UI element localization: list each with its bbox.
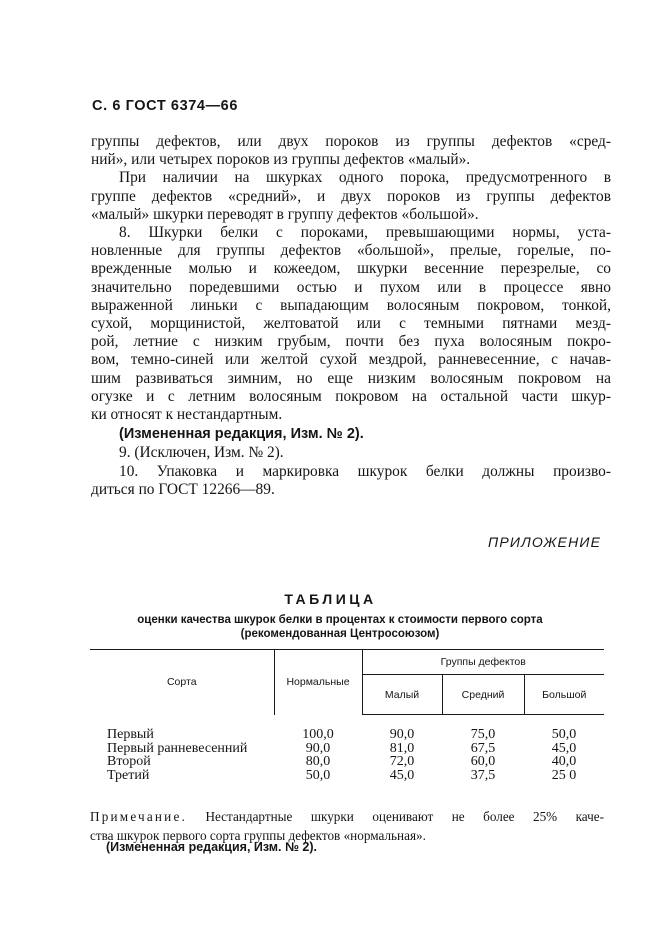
table-subtitle: оценки качества шкурок белки в процентах к стоимости первого сорта [137, 614, 543, 626]
header-medium: Средний [442, 675, 524, 715]
text-line: шим развиваться зимним, но еще низким волосяным покровом на [91, 369, 611, 387]
text-line: значительно поредевшими остью и пухом или в процессе явно [91, 278, 611, 296]
text-line: 9. (Исключен, Изм. № 2). [119, 444, 284, 462]
text-line: диться по ГОСТ 12266—89. [91, 480, 275, 498]
text-line: 10. Упаковка и маркировка шкурок белки должны произво- [119, 462, 611, 480]
cell-medium: 67,5 [470, 740, 496, 756]
text-line: группе дефектов «средний», и двух пороков из группы дефектов [91, 187, 611, 205]
text-line: При наличии на шкурках одного порока, предусмотренного в [119, 169, 611, 187]
text-line: сухой, морщинистой, желтоватой или с темными пятнами мезд- [91, 315, 611, 333]
header-small: Малый [362, 675, 442, 715]
header-large: Большой [524, 675, 604, 715]
amendment-note: (Измененная редакция, Изм. № 2). [106, 840, 317, 854]
cell-large: 40,0 [551, 754, 577, 769]
text-line: огузке и с летним волосяным покровом на остальной части шкур- [91, 387, 611, 405]
cell-large: 50,0 [551, 727, 577, 742]
text-line: вом, темно-синей или желтой сухой мездрой, ранневесенние, с начав- [91, 351, 611, 369]
cell-medium: 37,5 [470, 767, 496, 783]
text-line: ки относят к нестандартным. [91, 406, 283, 424]
table-row [90, 742, 604, 756]
cell-normal: 100,0 [302, 726, 334, 742]
body-text [91, 133, 611, 499]
text-line: ний», или четырех пороков из группы дефектов «малый». [91, 151, 471, 169]
cell-small: 90,0 [389, 727, 415, 742]
cell-large: 45,0 [551, 740, 577, 756]
cell-normal: 80,0 [305, 754, 331, 769]
header-defect-groups: Группы дефектов [362, 650, 604, 675]
text-line: группы дефектов, или двух пороков из группы дефектов «сред- [91, 133, 611, 150]
table-row [90, 769, 604, 783]
note-text: Нестандартные шкурки оценивают не более 25% каче- [205, 809, 605, 824]
cell-sort: Первый [107, 726, 154, 742]
text-line: новленные для группы дефектов «большой», прелые, горелые, по- [91, 242, 611, 260]
cell-sort: Второй [107, 754, 151, 769]
table-row [90, 715, 604, 742]
cell-small: 81,0 [389, 740, 415, 756]
quality-table [90, 649, 604, 782]
text-line: 8. Шкурки белки с пороками, превышающими нормы, уста- [119, 224, 611, 242]
page-header: С. 6 ГОСТ 6374—66 [92, 98, 239, 114]
cell-sort: Третий [107, 767, 150, 783]
appendix-label: ПРИЛОЖЕНИЕ [488, 534, 602, 550]
text-line: рой, летние с низким грубым, почти без пуха волосяным покро- [91, 333, 611, 351]
note-label: Примечание. [90, 809, 187, 824]
header-normal: Нормальные [274, 650, 362, 715]
amendment-note: (Измененная редакция, Изм. № 2). [119, 426, 364, 443]
table-title: ТАБЛИЦА [284, 591, 377, 607]
text-line: выраженной линьки с выпадающим волосяным покровом, тонкой, [91, 296, 611, 314]
text-line: «малый» шкурки переводят в группу дефектов «большой». [91, 205, 479, 223]
header-sort: Сорта [90, 650, 274, 715]
note-text-continued: ства шкурок первого сорта группы дефектов «нормальная». [90, 828, 426, 843]
cell-normal: 90,0 [305, 740, 331, 756]
cell-medium: 75,0 [470, 727, 496, 742]
table-subtitle-source: (рекомендованная Центросоюзом) [240, 628, 440, 640]
cell-medium: 60,0 [470, 754, 496, 769]
cell-small: 72,0 [389, 754, 415, 769]
cell-large: 25 0 [551, 767, 577, 783]
cell-small: 45,0 [389, 767, 415, 783]
cell-normal: 50,0 [305, 767, 331, 783]
table-row [90, 755, 604, 769]
cell-sort: Первый ранневесенний [107, 740, 248, 756]
text-line: врежденные молью и кожеедом, шкурки весенние перезрелые, со [91, 260, 611, 278]
